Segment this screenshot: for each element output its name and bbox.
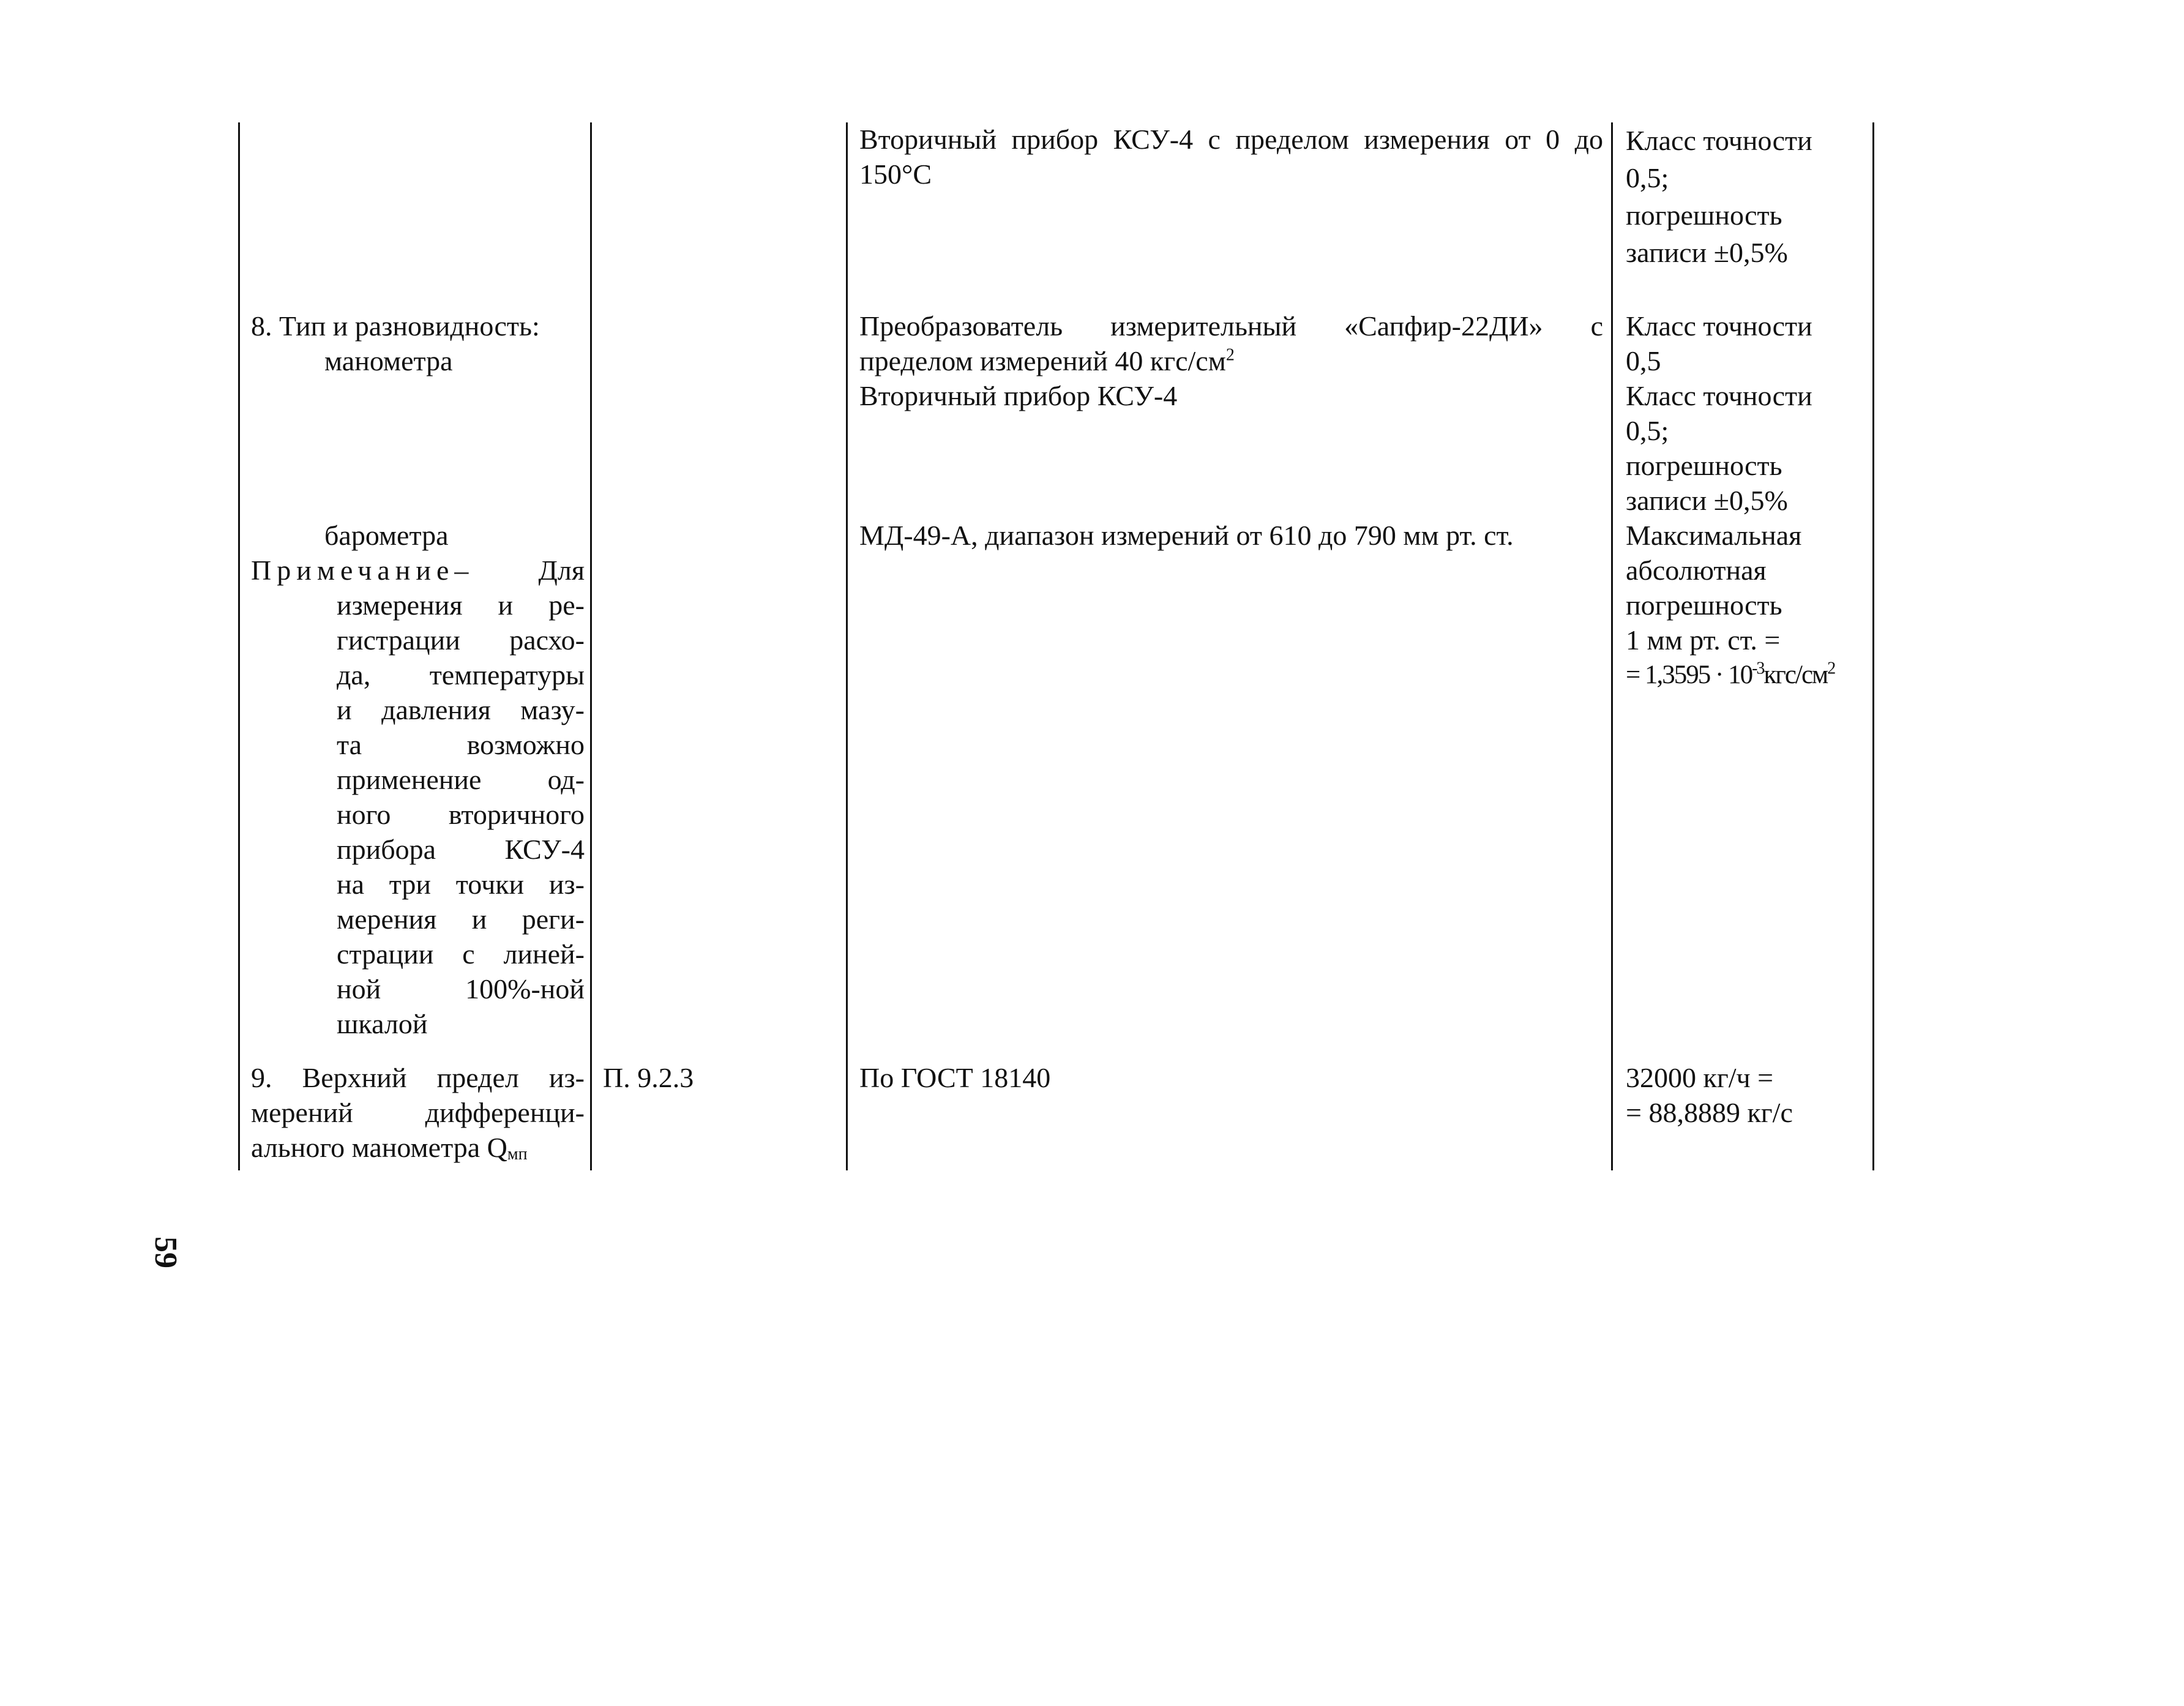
note-line: шкалой — [337, 1008, 428, 1039]
table-rule-right — [1872, 122, 1874, 1170]
note-body — [251, 588, 585, 1041]
row8-instrument-line: Вторичный прибор КСУ-4 — [859, 380, 1178, 411]
note-first-line — [251, 553, 585, 588]
note-line: измерения и ре- — [337, 589, 585, 621]
row8-instrument-line: Преобразователь измерительный «Сапфир-22ДИ» с — [859, 310, 1603, 342]
formula-value: = 1,3595 · 10 — [1626, 660, 1752, 689]
row8-barometer-instrument: МД-49-А, диапазон измерений от 610 до 790 мм рт. ст. — [859, 520, 1514, 551]
row9-param-subscript: мп — [507, 1145, 528, 1164]
note-line: ного вторичного — [337, 799, 585, 830]
row9-param-line: 9. Верхний предел из- — [251, 1062, 585, 1093]
row8-instrument-range: пределом измерений 40 кгс/см — [859, 345, 1226, 376]
row9-instrument-cell — [859, 1060, 1603, 1095]
note-label: Примечание — [251, 555, 455, 586]
note-line: применение од- — [337, 764, 585, 795]
row8-instrument-line — [859, 343, 1603, 378]
row8-accuracy-line: 0,5; — [1626, 415, 1669, 446]
row9-value-cell — [1626, 1060, 1864, 1130]
table-rule-col2 — [590, 122, 592, 1170]
note-first-word: – Для — [454, 555, 585, 586]
row1-accuracy-line: записи ±0,5% — [1626, 237, 1788, 268]
formula-exponent: -3 — [1752, 659, 1764, 678]
row1-accuracy-line: 0,5; — [1626, 162, 1669, 193]
note-line: гистрации расхо- — [337, 624, 585, 656]
row9-value-line: 32000 кг/ч = — [1626, 1062, 1774, 1093]
row8-barometer-accuracy-line: 1 мм рт. ст. = — [1626, 624, 1781, 656]
row1-accuracy-line: погрешность — [1626, 200, 1782, 231]
row1-instrument-text: Вторичный прибор КСУ-4 с пределом измерения от 0 до 150°С — [859, 124, 1603, 190]
note-line: прибора КСУ-4 — [337, 834, 585, 865]
row9-ref: П. 9.2.3 — [603, 1062, 694, 1093]
row8-instrument-cell — [859, 309, 1603, 413]
row8-accuracy-line: Класс точности — [1626, 380, 1812, 411]
row9-param-cell — [251, 1060, 585, 1165]
note-line: ной 100%-ной — [337, 973, 585, 1005]
row8-accuracy-cell — [1626, 309, 1864, 518]
row8-barometer-accuracy-line: Максимальная — [1626, 520, 1802, 551]
note-line: мерения и реги- — [337, 904, 585, 935]
formula-unit: кгс/см — [1763, 660, 1828, 689]
row1-accuracy-line: Класс точности — [1626, 125, 1812, 156]
row8-accuracy-line: Класс точности — [1626, 310, 1812, 342]
row9-ref-cell — [603, 1060, 836, 1095]
note-line: на три точки из- — [337, 869, 585, 900]
row8-param-title: 8. Тип и разновидность: — [251, 310, 540, 342]
row9-param-line: мерений дифференци- — [251, 1097, 585, 1128]
row8-barometer-accuracy-line: погрешность — [1626, 589, 1782, 621]
row8-accuracy-line: записи ±0,5% — [1626, 485, 1788, 516]
row8-param-cell — [251, 309, 585, 378]
note-line: та возможно — [337, 729, 585, 760]
row1-accuracy-cell — [1626, 122, 1864, 271]
row1-instrument-cell — [859, 122, 1603, 192]
page-number: 59 — [148, 1236, 183, 1268]
note-line: страции с линей- — [337, 938, 585, 970]
row9-instrument: По ГОСТ 18140 — [859, 1062, 1051, 1093]
row8-param-barometer: барометра — [324, 520, 449, 551]
table-rule-col4 — [1611, 122, 1613, 1170]
row9-value-line: = 88,8889 кг/с — [1626, 1097, 1793, 1128]
formula-unit-exponent: 2 — [1827, 659, 1835, 678]
row8-instrument-unit-exponent: 2 — [1225, 345, 1235, 365]
row9-param-line — [251, 1130, 585, 1165]
row8-barometer-formula — [1626, 657, 1871, 692]
row8-accuracy-line: 0,5 — [1626, 345, 1661, 376]
table-rule-left — [238, 122, 240, 1170]
row8-barometer-accuracy-line: абсолютная — [1626, 555, 1767, 586]
row8-barometer-instrument-cell — [859, 518, 1603, 553]
row8-param-manometer: манометра — [324, 345, 453, 376]
row8-barometer-cell — [251, 518, 585, 1041]
row8-barometer-accuracy-cell — [1626, 518, 1871, 692]
note-line: и давления мазу- — [337, 694, 585, 725]
note-line: да, температуры — [337, 659, 585, 690]
row9-param-text: ального манометра Q — [251, 1132, 507, 1163]
row8-accuracy-line: погрешность — [1626, 450, 1782, 481]
table-rule-col3 — [846, 122, 848, 1170]
